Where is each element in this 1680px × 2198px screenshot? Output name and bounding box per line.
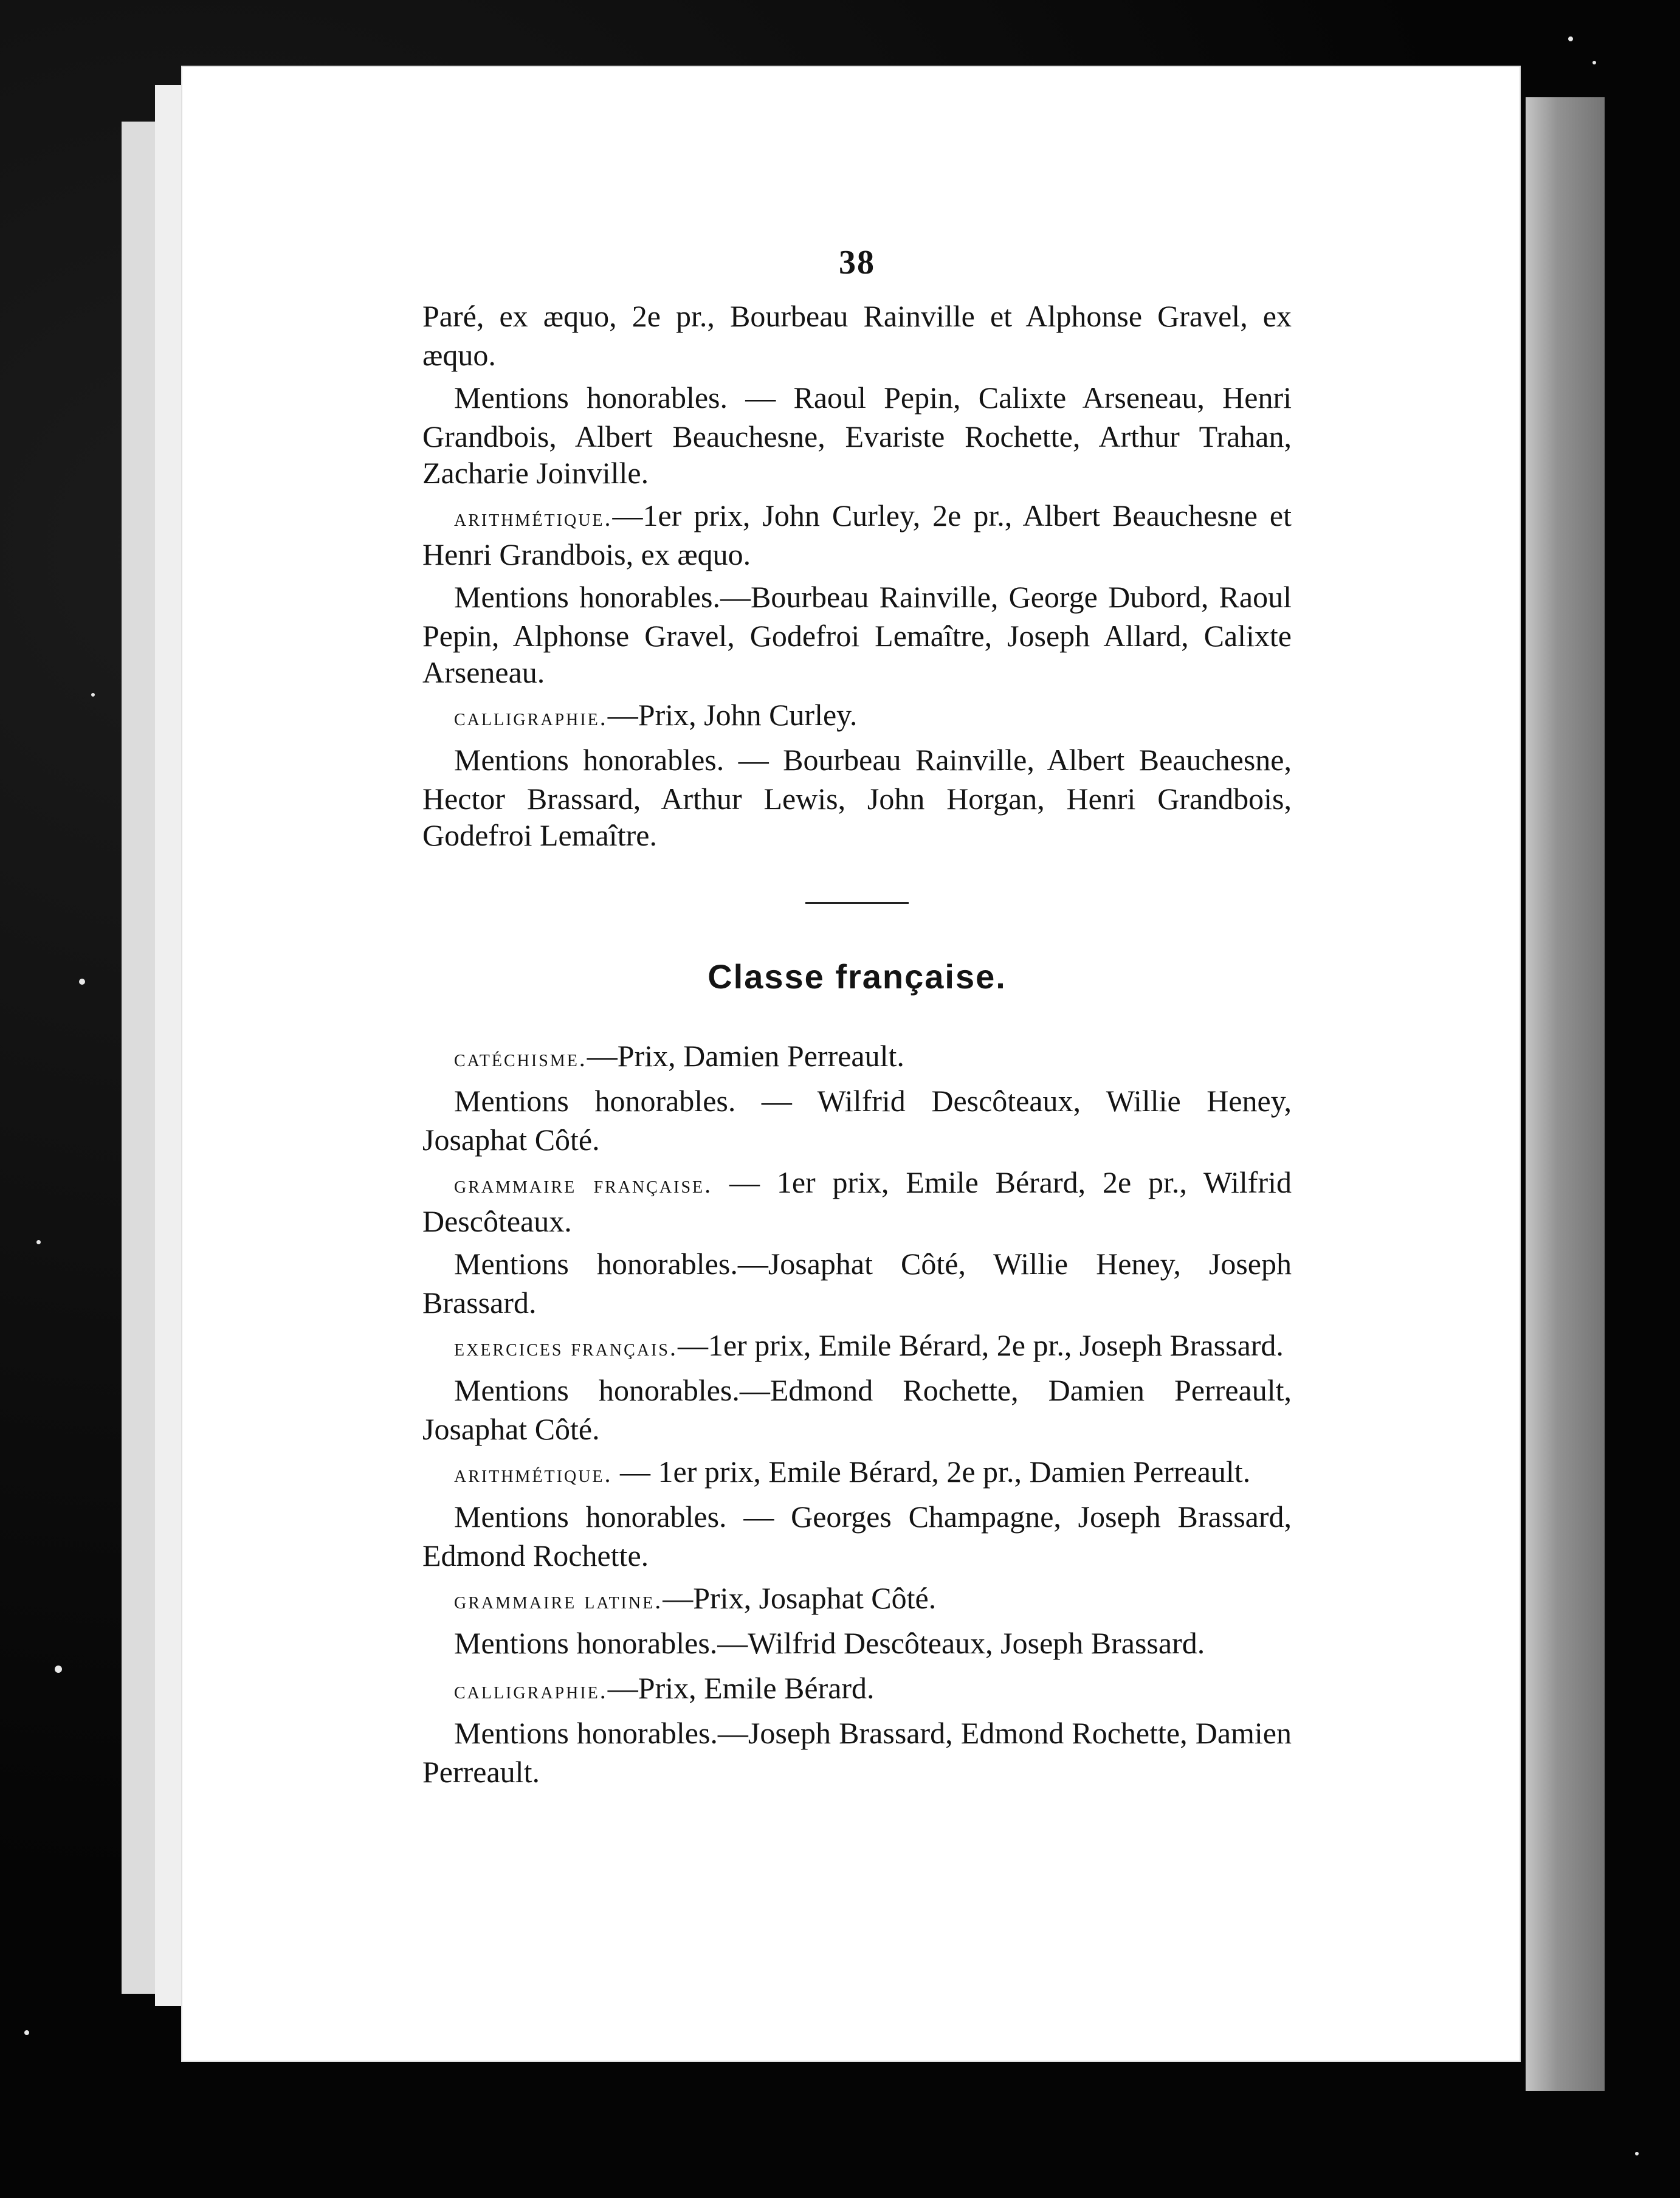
paragraph-text: —Prix, John Curley.: [607, 698, 858, 732]
paragraph: [422, 1715, 1292, 1790]
dust-speck: [55, 1666, 62, 1673]
paragraph-text: Mentions honorables. — Bourbeau Rainville, Albert Beauchesne, Hector Brassard, Arthur Lewis, John Horgan, Henri Grandbois, Godefroi Lemaître.: [422, 743, 1292, 852]
paragraph-label: catéchisme.: [454, 1044, 587, 1072]
paragraph: [422, 1245, 1292, 1321]
paragraph-text: Mentions honorables. — Raoul Pepin, Calixte Arseneau, Henri Grandbois, Albert Beauchesne, Evariste Rochette, Arthur Trahan, Zacharie Joinville.: [422, 381, 1292, 490]
paragraph-label: calligraphie.: [454, 1676, 608, 1704]
dust-speck: [36, 1240, 41, 1244]
section-title: Classe française.: [707, 957, 1007, 996]
paragraph: [422, 298, 1292, 373]
dust-speck: [24, 2030, 29, 2035]
binding-edge: [1526, 97, 1605, 2091]
paragraph: [422, 1083, 1292, 1158]
paragraph: [422, 1327, 1292, 1366]
paragraph: [422, 1038, 1292, 1077]
paragraph: [422, 579, 1292, 691]
paragraph: [422, 1372, 1292, 1447]
dust-speck: [1592, 61, 1596, 64]
paragraph-text: Mentions honorables.—Josaphat Côté, Willie Heney, Joseph Brassard.: [422, 1247, 1292, 1320]
section-block: [422, 1038, 1292, 1790]
paragraph-text: Mentions honorables.—Wilfrid Descôteaux, Joseph Brassard.: [454, 1626, 1205, 1660]
paragraph: [422, 697, 1292, 736]
paragraph: [422, 1164, 1292, 1239]
paragraph-label: arithmétique.: [454, 1460, 613, 1487]
paragraph-text: Mentions honorables.—Edmond Rochette, Damien Perreault, Josaphat Côté.: [422, 1373, 1292, 1446]
paragraph-text: —Prix, Damien Perreault.: [587, 1039, 904, 1073]
paragraph-text: —Prix, Josaphat Côté.: [663, 1581, 937, 1615]
paragraph: [422, 1580, 1292, 1619]
paragraph: [422, 742, 1292, 853]
dust-speck: [1635, 2152, 1639, 2155]
paragraph-text: Paré, ex æquo, 2e pr., Bourbeau Rainville et Alphonse Gravel, ex æquo.: [422, 299, 1292, 372]
paragraph-text: —1er prix, Emile Bérard, 2e pr., Joseph Brassard.: [677, 1328, 1284, 1362]
section-divider: [805, 902, 909, 904]
paragraph-text: —Prix, Emile Bérard.: [607, 1671, 875, 1705]
paragraph-text: —1er prix, John Curley, 2e pr., Albert Beauchesne et Henri Grandbois, ex æquo.: [422, 498, 1292, 571]
page-number: 38: [839, 244, 875, 281]
paragraph: [422, 1670, 1292, 1709]
document-page: [182, 67, 1520, 2061]
paragraph: [422, 497, 1292, 573]
paragraph-label: grammaire française.: [454, 1171, 713, 1198]
paragraph: [422, 1453, 1292, 1492]
paragraph-text: Mentions honorables.—Bourbeau Rainville, George Dubord, Raoul Pepin, Alphonse Gravel, Godefroi Lemaître, Joseph Allard, Calixte Arseneau.: [422, 580, 1292, 689]
top-block: [422, 298, 1292, 853]
paragraph-text: — 1er prix, Emile Bérard, 2e pr., Wilfrid Descôteaux.: [422, 1165, 1292, 1238]
paragraph-text: Mentions honorables. — Wilfrid Descôteaux, Willie Heney, Josaphat Côté.: [422, 1084, 1292, 1157]
paragraph-label: exercices français.: [454, 1334, 678, 1361]
dust-speck: [79, 979, 85, 985]
paragraph-label: arithmétique.: [454, 504, 613, 531]
paragraph: [422, 1498, 1292, 1574]
dust-speck: [1568, 36, 1573, 41]
paragraph-label: grammaire latine.: [454, 1586, 663, 1614]
dust-speck: [91, 693, 95, 697]
paragraph: [422, 379, 1292, 491]
paragraph-text: Mentions honorables.—Joseph Brassard, Edmond Rochette, Damien Perreault.: [422, 1716, 1292, 1789]
paragraph-text: Mentions honorables. — Georges Champagne, Joseph Brassard, Edmond Rochette.: [422, 1500, 1292, 1573]
paragraph-text: — 1er prix, Emile Bérard, 2e pr., Damien Perreault.: [612, 1455, 1251, 1489]
paragraph-label: calligraphie.: [454, 703, 608, 731]
paragraph: [422, 1625, 1292, 1664]
text-flow: [422, 298, 1292, 1796]
